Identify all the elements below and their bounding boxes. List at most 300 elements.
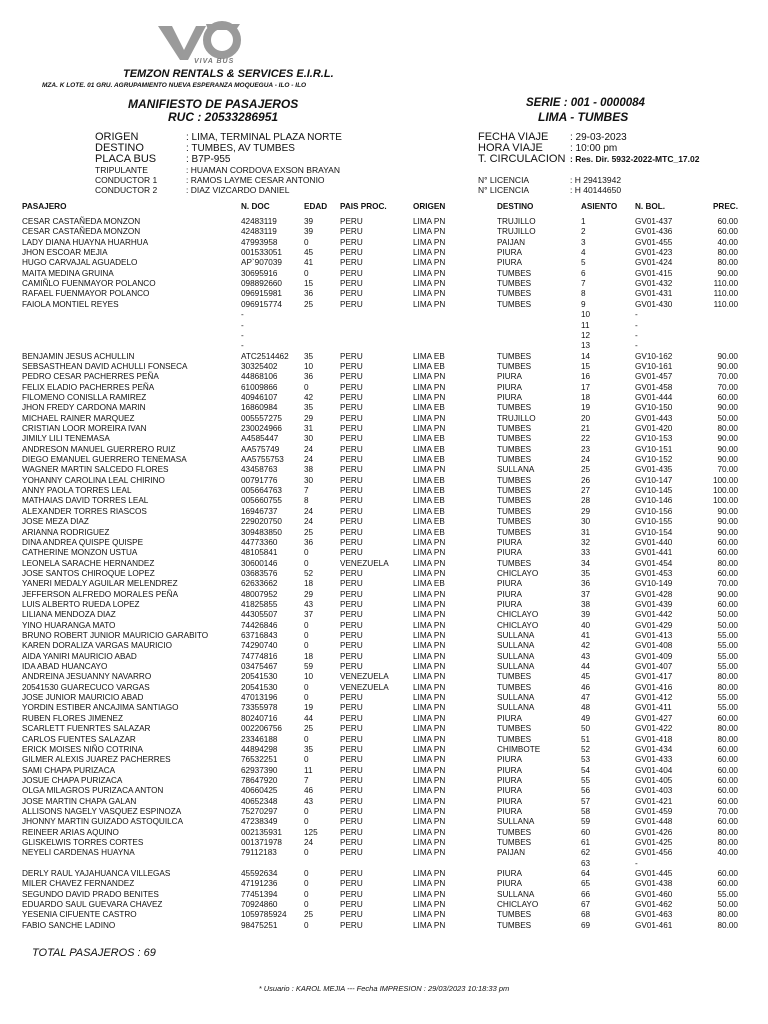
cell-precio: 55.00 (717, 662, 738, 672)
cell-precio: 80.00 (717, 724, 738, 734)
cell-precio: 80.00 (717, 838, 738, 847)
cell-origen: LIMA PN (413, 548, 446, 558)
cell-edad: 15 (304, 279, 314, 289)
cell-asiento: 47 (581, 693, 591, 703)
cell-ndoc: 74426846 (241, 620, 278, 630)
cell-nbol: - (635, 330, 638, 340)
cell-precio: 60.00 (717, 568, 738, 578)
fecha-value: : 29-03-2023 (570, 132, 627, 143)
cell-ndoc: 47993958 (241, 237, 278, 247)
cell-origen: LIMA EB (413, 361, 445, 371)
table-row (0, 879, 768, 889)
cell-ndoc: 002135931 (241, 827, 282, 837)
cell-pasajero: ANNY PAOLA TORRES LEAL (22, 486, 132, 496)
cell-origen: LIMA PN (413, 889, 446, 899)
cell-nbol: GV01-430 (635, 299, 673, 309)
cell-pasajero: JOSE SANTOS CHIROQUE LOPEZ (22, 568, 155, 578)
cell-nbol: GV01-431 (635, 289, 673, 299)
cell-asiento: 33 (581, 548, 591, 558)
cell-pais: PERU (340, 372, 363, 382)
cell-edad: 36 (304, 537, 314, 547)
cell-edad: 38 (304, 465, 314, 475)
cell-pasajero: ALEXANDER TORRES RIASCOS (22, 506, 147, 516)
cell-precio: 70.00 (717, 372, 738, 382)
cell-asiento: 20 (581, 413, 591, 423)
table-row (0, 724, 768, 734)
cell-destino: TUMBES (497, 268, 532, 278)
cell-pasajero: SEBSASTHEAN DAVID ACHULLI FONSECA (22, 361, 188, 371)
table-row (0, 859, 768, 869)
cell-pais: PERU (340, 548, 363, 558)
cell-pais: PERU (340, 838, 363, 847)
cell-asiento: 69 (581, 920, 591, 930)
cell-pais: PERU (340, 475, 363, 485)
destino-value: : TUMBES, AV TUMBES (186, 143, 295, 154)
cell-pasajero: FABIO SANCHE LADINO (22, 920, 116, 930)
cell-pasajero: FAIOLA MONTIEL REYES (22, 299, 119, 309)
cell-destino: TUMBES (497, 558, 532, 568)
cell-precio: 80.00 (717, 672, 738, 682)
cell-asiento: 49 (581, 713, 591, 723)
cell-asiento: 62 (581, 848, 591, 858)
cell-ndoc: 42483119 (241, 227, 277, 237)
header-edad: EDAD (304, 202, 328, 211)
cell-pais: PERU (340, 599, 363, 609)
cell-pais: PERU (340, 796, 363, 806)
cell-origen: LIMA PN (413, 537, 446, 547)
cell-edad: 46 (304, 786, 314, 796)
cell-pasajero: CARLOS FUENTES SALAZAR (22, 734, 136, 744)
cell-asiento: 34 (581, 558, 591, 568)
cell-destino: TUMBES (497, 486, 532, 496)
cell-origen: LIMA PN (413, 289, 446, 299)
cell-edad: 0 (304, 548, 309, 558)
tripulante-value: : HUAMAN CORDOVA EXSON BRAYAN (186, 165, 340, 175)
cell-precio: 55.00 (717, 693, 738, 703)
cell-destino: TUMBES (497, 838, 532, 847)
cell-pasajero: BRUNO ROBERT JUNIOR MAURICIO GARABITO (22, 631, 209, 640)
cell-nbol: GV01-455 (635, 237, 673, 247)
cell-precio: 60.00 (717, 599, 738, 609)
cell-pais: PERU (340, 806, 363, 816)
cell-pasajero: REINEER ARIAS AQUINO (22, 827, 119, 837)
cell-nbol: GV01-429 (635, 620, 673, 630)
table-row (0, 393, 768, 403)
cell-origen: LIMA PN (413, 392, 446, 402)
cell-origen: LIMA PN (413, 920, 446, 930)
cell-precio: 70.00 (717, 579, 738, 589)
cell-origen: LIMA PN (413, 248, 446, 258)
cell-ndoc: 40660425 (241, 786, 278, 796)
cell-pais: PERU (340, 765, 363, 775)
cell-nbol: GV01-423 (635, 248, 673, 258)
cell-origen: LIMA PN (413, 610, 446, 620)
cell-pasajero: JOSE MEZA DIAZ (22, 517, 89, 527)
cell-destino: TUMBES (497, 475, 532, 485)
cell-precio: 55.00 (717, 889, 738, 899)
cell-destino: SULLANA (497, 651, 535, 661)
company-ruc: RUC : 20533286951 (168, 110, 279, 124)
cell-pasajero: JHON FREDY CARDONA MARIN (22, 403, 146, 413)
cell-destino: PIURA (497, 548, 523, 558)
table-row (0, 807, 768, 817)
cell-nbol: GV10-161 (635, 361, 673, 371)
cell-edad: 43 (304, 796, 314, 806)
cell-edad: 42 (304, 392, 314, 402)
cell-destino: TRUJILLO (497, 413, 536, 423)
cell-destino: SULLANA (497, 662, 535, 672)
cell-pais: PERU (340, 268, 363, 278)
cell-asiento: 26 (581, 475, 591, 485)
cell-destino: TUMBES (497, 496, 532, 506)
cell-pasajero: JOSUE CHAPA PURIZACA (22, 775, 123, 785)
table-row (0, 424, 768, 434)
cell-asiento: 32 (581, 537, 591, 547)
cell-ndoc: 44868106 (241, 372, 278, 382)
cell-precio: 60.00 (717, 755, 738, 765)
cell-origen: LIMA PN (413, 817, 446, 827)
cell-ndoc: 00791776 (241, 475, 278, 485)
cell-ndoc: 74290740 (241, 641, 278, 651)
cell-precio: 55.00 (717, 631, 738, 640)
table-row (0, 693, 768, 703)
cell-pais: PERU (340, 879, 363, 889)
cell-pais: PERU (340, 527, 363, 537)
cell-destino: TUMBES (497, 682, 532, 692)
cell-pais: PERU (340, 620, 363, 630)
table-row (0, 766, 768, 776)
cell-origen: LIMA PN (413, 713, 446, 723)
cell-edad: 0 (304, 755, 309, 765)
table-row (0, 662, 768, 672)
cell-precio: 70.00 (717, 465, 738, 475)
cell-origen: LIMA PN (413, 765, 446, 775)
cell-precio: 60.00 (717, 548, 738, 558)
table-row (0, 590, 768, 600)
cell-edad: 37 (304, 610, 314, 620)
conductor1-label: CONDUCTOR 1 (95, 175, 158, 185)
cell-precio: 90.00 (717, 361, 738, 371)
cell-nbol: GV10-149 (635, 579, 673, 589)
cell-asiento: 44 (581, 662, 591, 672)
cell-asiento: 13 (581, 341, 591, 351)
cell-edad: 29 (304, 413, 314, 423)
cell-ndoc: 40652348 (241, 796, 278, 806)
cell-origen: LIMA PN (413, 786, 446, 796)
cell-ndoc: 45592634 (241, 869, 278, 879)
cell-origen: LIMA PN (413, 620, 446, 630)
cell-ndoc: 16946737 (241, 506, 278, 516)
cell-pais: PERU (340, 248, 363, 258)
table-row (0, 279, 768, 289)
cell-ndoc: A4585447 (241, 434, 279, 444)
table-row (0, 921, 768, 931)
table-row (0, 652, 768, 662)
cell-nbol: GV01-435 (635, 465, 673, 475)
cell-ndoc: - (241, 320, 244, 330)
table-row (0, 683, 768, 693)
table-row (0, 383, 768, 393)
table-row (0, 621, 768, 631)
cell-edad: 0 (304, 806, 309, 816)
cell-ndoc: 75270297 (241, 806, 278, 816)
cell-asiento: 42 (581, 641, 591, 651)
cell-ndoc: 23346188 (241, 734, 278, 744)
cell-destino: PIURA (497, 248, 523, 258)
cell-origen: LIMA PN (413, 775, 446, 785)
cell-precio: 80.00 (717, 258, 738, 268)
table-row (0, 910, 768, 920)
cell-origen: LIMA PN (413, 382, 446, 392)
cell-origen: LIMA PN (413, 568, 446, 578)
cell-pasajero: CESAR CASTAÑEDA MONZON (22, 217, 141, 226)
cell-precio: 60.00 (717, 392, 738, 402)
cell-ndoc: 77451394 (241, 889, 278, 899)
cell-pais: PERU (340, 279, 363, 289)
cell-pasajero: MATHAIAS DAVID TORRES LEAL (22, 496, 149, 506)
cell-pasajero: JHONNY MARTIN GUIZADO ASTOQUILCA (22, 817, 184, 827)
company-name: TEMZON RENTALS & SERVICES E.I.R.L. (123, 68, 334, 80)
cell-pais: PERU (340, 724, 363, 734)
table-row (0, 538, 768, 548)
cell-precio: 40.00 (717, 848, 738, 858)
cell-origen: LIMA EB (413, 486, 445, 496)
cell-asiento: 61 (581, 838, 591, 847)
cell-pais: PERU (340, 662, 363, 672)
cell-pasajero: RAFAEL FUENMAYOR POLANCO (22, 289, 150, 299)
cell-precio: 90.00 (717, 506, 738, 516)
cell-asiento: 59 (581, 817, 591, 827)
cell-nbol: GV10-145 (635, 486, 673, 496)
cell-ndoc: 005660755 (241, 496, 282, 506)
cell-pais: PERU (340, 496, 363, 506)
cell-pasajero: JOSE MARTIN CHAPA GALAN (22, 796, 137, 806)
cell-asiento: 38 (581, 599, 591, 609)
cell-ndoc: 78647920 (241, 775, 278, 785)
cell-origen: LIMA PN (413, 869, 446, 879)
table-row (0, 641, 768, 651)
cell-origen: LIMA EB (413, 579, 445, 589)
cell-pais: PERU (340, 610, 363, 620)
header-ndoc: N. DOC (241, 202, 270, 211)
cell-origen: LIMA EB (413, 455, 445, 465)
cell-destino: SULLANA (497, 641, 535, 651)
table-row (0, 403, 768, 413)
licencia2-label: N° LICENCIA (478, 185, 530, 195)
cell-pais: PERU (340, 237, 363, 247)
cell-origen: LIMA PN (413, 806, 446, 816)
cell-origen: LIMA PN (413, 672, 446, 682)
cell-edad: 25 (304, 910, 314, 920)
cell-ndoc: 309483850 (241, 527, 282, 537)
cell-nbol: GV01-434 (635, 744, 673, 754)
cell-nbol: GV01-445 (635, 869, 673, 879)
cell-ndoc: 47238349 (241, 817, 278, 827)
cell-precio: 60.00 (717, 786, 738, 796)
cell-edad: 0 (304, 848, 309, 858)
cell-edad: 0 (304, 641, 309, 651)
cell-edad: 18 (304, 579, 314, 589)
table-row (0, 600, 768, 610)
cell-pais: PERU (340, 392, 363, 402)
cell-pais: PERU (340, 848, 363, 858)
table-row (0, 414, 768, 424)
cell-pais: PERU (340, 537, 363, 547)
table-row (0, 559, 768, 569)
cell-pasajero: FILOMENO CONISLLA RAMIREZ (22, 392, 147, 402)
cell-destino: CHICLAYO (497, 900, 539, 910)
cell-origen: LIMA EB (413, 475, 445, 485)
cell-nbol: GV10-162 (635, 351, 673, 361)
cell-pasajero: PEDRO CESAR PACHERRES PEÑA (22, 372, 159, 382)
cell-destino: SULLANA (497, 465, 535, 475)
cell-nbol: GV10-150 (635, 403, 673, 413)
cell-pasajero: ALLISONS NAGELY VASQUEZ ESPINOZA (22, 806, 182, 816)
cell-edad: 24 (304, 455, 314, 465)
cell-precio: 40.00 (717, 237, 738, 247)
cell-pasajero: OLGA MILAGROS PURIZACA ANTON (22, 786, 164, 796)
cell-destino: TRUJILLO (497, 227, 536, 237)
cell-origen: LIMA EB (413, 527, 445, 537)
table-row (0, 517, 768, 527)
cell-edad: 25 (304, 724, 314, 734)
cell-edad: 39 (304, 217, 314, 226)
cell-pasajero: YOHANNY CAROLINA LEAL CHIRINO (22, 475, 165, 485)
table-row (0, 248, 768, 258)
cell-asiento: 52 (581, 744, 591, 754)
cell-asiento: 41 (581, 631, 591, 640)
cell-pais: PERU (340, 920, 363, 930)
cell-pais: PERU (340, 258, 363, 268)
cell-edad: 0 (304, 237, 309, 247)
document-title: MANIFIESTO DE PASAJEROS (128, 97, 299, 111)
cell-destino: TUMBES (497, 672, 532, 682)
cell-pasajero: JIMILY LILI TENEMASA (22, 434, 110, 444)
cell-destino: PIURA (497, 869, 523, 879)
cell-ndoc: 096915981 (241, 289, 282, 299)
cell-nbol: GV01-413 (635, 631, 673, 640)
cell-pais: VENEZUELA (340, 672, 389, 682)
cell-origen: LIMA PN (413, 755, 446, 765)
header-pasajero: PASAJERO (22, 202, 67, 211)
cell-edad: 0 (304, 734, 309, 744)
cell-pasajero: SAMI CHAPA PURIZACA (22, 765, 116, 775)
table-row (0, 258, 768, 268)
cell-edad: 0 (304, 900, 309, 910)
cell-pais: PERU (340, 775, 363, 785)
cell-pasajero: BENJAMIN JESUS ACHULLIN (22, 351, 135, 361)
cell-pasajero: YESENIA CIFUENTE CASTRO (22, 910, 137, 920)
cell-origen: LIMA PN (413, 465, 446, 475)
cell-destino: TUMBES (497, 455, 532, 465)
cell-destino: PIURA (497, 755, 523, 765)
cell-precio: 55.00 (717, 641, 738, 651)
cell-edad: 59 (304, 662, 314, 672)
cell-edad: 8 (304, 496, 309, 506)
cell-precio: 50.00 (717, 610, 738, 620)
cell-nbol: GV01-442 (635, 610, 673, 620)
cell-pasajero: YORDIN ESTIBER ANCAJIMA SANTIAGO (22, 703, 179, 713)
table-row (0, 465, 768, 475)
cell-origen: LIMA PN (413, 879, 446, 889)
header-asiento: ASIENTO (581, 202, 618, 211)
table-row (0, 848, 768, 858)
cell-precio: 90.00 (717, 351, 738, 361)
cell-edad: 52 (304, 568, 314, 578)
cell-asiento: 36 (581, 579, 591, 589)
cell-origen: LIMA PN (413, 724, 446, 734)
cell-edad: 125 (304, 827, 318, 837)
cell-origen: LIMA PN (413, 796, 446, 806)
licencia2-value: : H 40144650 (570, 185, 622, 195)
total-passengers: TOTAL PASAJEROS : 69 (32, 947, 156, 959)
cell-edad: 0 (304, 869, 309, 879)
cell-ndoc: 61009866 (241, 382, 278, 392)
cell-nbol: GV01-403 (635, 786, 673, 796)
cell-origen: LIMA PN (413, 682, 446, 692)
cell-asiento: 63 (581, 858, 591, 868)
table-row (0, 703, 768, 713)
cell-origen: LIMA PN (413, 237, 446, 247)
cell-asiento: 28 (581, 496, 591, 506)
cell-pais: PERU (340, 289, 363, 299)
cell-ndoc: 230024966 (241, 424, 282, 433)
cell-precio: 100.00 (712, 486, 738, 496)
cell-pasajero: LEONELA SARACHE HERNANDEZ (22, 558, 155, 568)
cell-asiento: 68 (581, 910, 591, 920)
cell-pais: PERU (340, 361, 363, 371)
cell-ndoc: 70924860 (241, 900, 278, 910)
origen-value: : LIMA, TERMINAL PLAZA NORTE (186, 132, 342, 143)
cell-edad: 25 (304, 527, 314, 537)
cell-asiento: 37 (581, 589, 591, 599)
cell-ndoc: 80240716 (241, 713, 278, 723)
cell-asiento: 25 (581, 465, 591, 475)
cell-origen: LIMA PN (413, 910, 446, 920)
cell-origen: LIMA EB (413, 403, 445, 413)
cell-destino: TUMBES (497, 724, 532, 734)
cell-destino: PIURA (497, 713, 523, 723)
cell-ndoc: - (241, 330, 244, 340)
cell-asiento: 31 (581, 527, 591, 537)
cell-nbol: GV01-448 (635, 817, 673, 827)
cell-nbol: GV01-461 (635, 920, 673, 930)
cell-asiento: 7 (581, 279, 586, 289)
conductor2-label: CONDUCTOR 2 (95, 185, 158, 195)
table-row (0, 362, 768, 372)
cell-precio: 90.00 (717, 455, 738, 465)
cell-ndoc: AA575749 (241, 444, 280, 454)
cell-pais: PERU (340, 217, 363, 226)
cell-edad: 31 (304, 424, 314, 433)
cell-precio: 80.00 (717, 248, 738, 258)
cell-origen: LIMA EB (413, 517, 445, 527)
cell-asiento: 4 (581, 248, 586, 258)
tripulante-label: TRIPULANTE (95, 165, 148, 175)
cell-ndoc: 79112183 (241, 848, 277, 858)
cell-ndoc: 16860984 (241, 403, 278, 413)
cell-edad: 0 (304, 268, 309, 278)
origen-label: ORIGEN (95, 131, 139, 143)
cell-asiento: 5 (581, 258, 586, 268)
cell-destino: TUMBES (497, 299, 532, 309)
cell-nbol: GV10-154 (635, 527, 673, 537)
cell-asiento: 8 (581, 289, 586, 299)
cell-asiento: 48 (581, 703, 591, 713)
cell-pasajero: AIDA YANIRI MAURICIO ABAD (22, 651, 137, 661)
cell-asiento: 15 (581, 361, 591, 371)
cell-precio: 90.00 (717, 517, 738, 527)
